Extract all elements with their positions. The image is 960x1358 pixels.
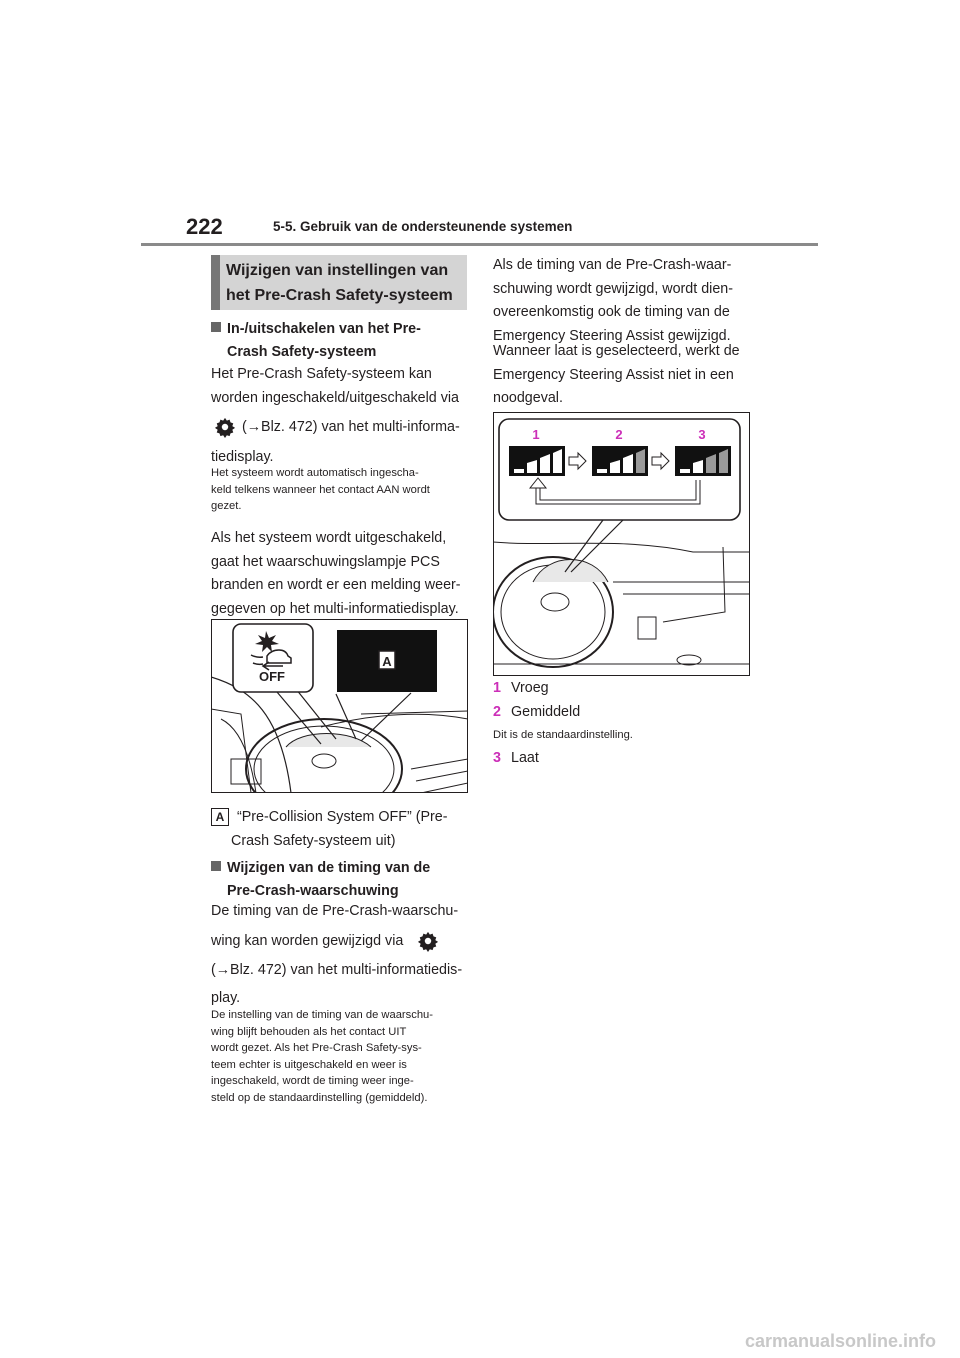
list-number: 3: [493, 749, 501, 766]
text-line: gegeven op het multi-informatiedisplay.: [211, 600, 459, 617]
heading-line-1: Wijzigen van instellingen van: [226, 262, 449, 279]
text-line: overeenkomstig ook de timing van de: [493, 304, 730, 320]
section-heading: [211, 255, 467, 310]
subheading-line: Wijzigen van de timing van de: [227, 860, 431, 876]
timing-label-3: 3: [698, 427, 706, 442]
subheading-line: In-/uitschakelen van het Pre-: [227, 321, 421, 337]
note-line: Het systeem wordt automatisch ingescha-: [211, 467, 419, 479]
figure-timing-settings: [493, 412, 750, 676]
heading-line-2: het Pre-Crash Safety-systeem: [226, 287, 453, 304]
text-line: Emergency Steering Assist niet in een: [493, 366, 734, 383]
subheading-line: Crash Safety-systeem: [227, 344, 377, 360]
text-line: tiedisplay.: [211, 448, 274, 465]
list-item: [493, 701, 755, 725]
note-timing-retained: [211, 1007, 476, 1106]
text-line: schuwing wordt gewijzigd, wordt dien-: [493, 280, 733, 297]
text-line: Wanneer laat is geselecteerd, werkt de: [493, 343, 740, 359]
note-line: keld telkens wanneer het contact AAN wordt: [211, 483, 430, 496]
bullet-square-icon: [211, 861, 221, 871]
text-line: gaat het waarschuwingslampje PCS: [211, 553, 440, 570]
list-item: [493, 677, 755, 701]
text-line: (→Blz. 472) van het multi-informa-: [242, 419, 460, 435]
caption-line: “Pre-Collision System OFF” (Pre-: [237, 809, 448, 825]
text-line: Als de timing van de Pre-Crash-waar-: [493, 257, 732, 273]
note-line: ingeschakeld, wordt de timing weer inge-: [211, 1075, 414, 1087]
list-note: Dit is de standaardinstelling.: [493, 729, 633, 741]
pcs-off-label: OFF: [259, 669, 285, 684]
list-item: [493, 747, 755, 771]
caption-line: Crash Safety-systeem uit): [231, 832, 396, 849]
note-line: wing blijft behouden als het contact UIT: [211, 1025, 407, 1038]
timing-list: [493, 677, 755, 770]
figure-pcs-off: [211, 619, 468, 793]
list-label: Laat: [511, 749, 539, 766]
text-line: play.: [211, 989, 241, 1006]
note-line: gezet.: [211, 500, 242, 512]
list-number: 1: [493, 680, 501, 696]
list-number: 2: [493, 703, 501, 720]
text-line: Emergency Steering Assist gewijzigd.: [493, 327, 731, 344]
paragraph-toggle: [211, 363, 473, 469]
note-auto-on: [211, 465, 473, 515]
bullet-square-icon: [211, 322, 221, 332]
section-title: 5-5. Gebruik van de ondersteunende systemen: [273, 219, 573, 234]
text-line: wing kan worden gewijzigd via: [211, 932, 404, 949]
list-label: Gemiddeld: [511, 703, 581, 720]
note-line: wordt gezet. Als het Pre-Crash Safety-sys-: [211, 1042, 422, 1054]
paragraph-warning-light: [211, 527, 473, 621]
text-line: branden en wordt er een melding weer-: [211, 577, 461, 593]
header-rule: [141, 243, 818, 246]
page-number: 222: [186, 214, 223, 239]
note-line: steld op de standaardinstelling (gemiddeld).: [211, 1091, 428, 1104]
list-label: Vroeg: [511, 680, 549, 696]
text-line: De timing van de Pre-Crash-waarschu-: [211, 903, 459, 919]
text-line: Het Pre-Crash Safety-systeem kan: [211, 366, 432, 382]
text-line: noodgeval.: [493, 390, 563, 406]
paragraph-esa: [493, 254, 755, 348]
text-line: (→Blz. 472) van het multi-informatiedis-: [211, 962, 463, 978]
subheading-timing: [211, 857, 430, 903]
timing-label-1: 1: [532, 427, 540, 442]
timing-label-2: 2: [615, 427, 623, 442]
subheading-toggle: [211, 318, 421, 364]
paragraph-timing: [211, 900, 473, 1010]
paragraph-late: [493, 340, 755, 411]
watermark: carmanualsonline.info: [744, 1331, 936, 1351]
caption-badge: A: [211, 808, 229, 826]
text-line: worden ingeschakeld/uitgeschakeld via: [211, 389, 459, 406]
display-callout-a: A: [382, 654, 392, 669]
gear-icon: [417, 930, 439, 952]
subheading-line: Pre-Crash-waarschuwing: [227, 883, 399, 899]
note-line: De instelling van de timing van de waarschu-: [211, 1009, 434, 1021]
note-line: teem echter is uitgeschakeld en weer is: [211, 1058, 407, 1071]
figure-caption: [211, 806, 473, 853]
gear-icon: [214, 416, 236, 438]
text-line: Als het systeem wordt uitgeschakeld,: [211, 530, 447, 546]
